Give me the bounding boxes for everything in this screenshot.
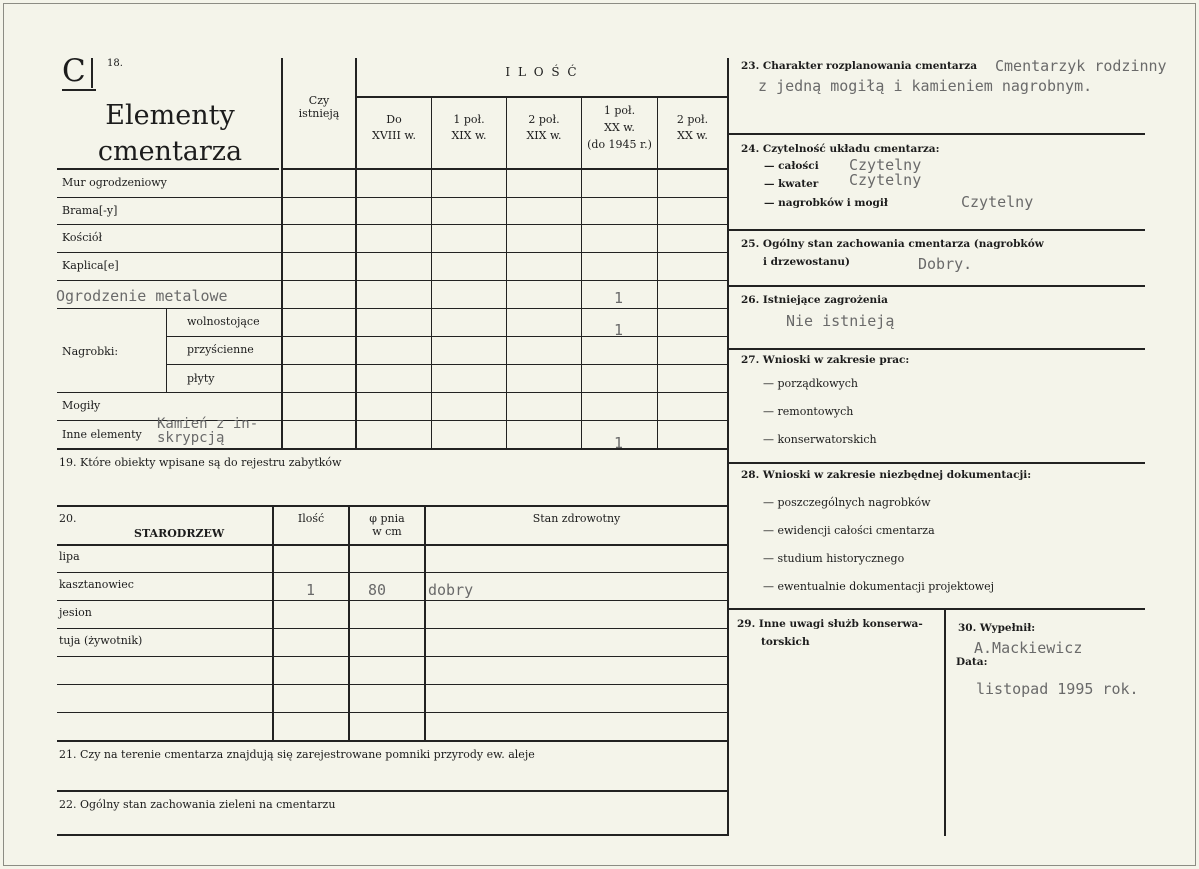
field-20-number: 20. [59, 512, 77, 525]
period-3-l1: 2 poł. [528, 113, 560, 126]
trees-ilosc-header: Ilość [297, 512, 325, 525]
ogrodzenie-count: 1 [614, 289, 624, 307]
period-1-l2: XVIII w. [372, 129, 416, 142]
czy-header-line2: istnieją [298, 107, 340, 120]
field-number-18: 18. [107, 58, 123, 69]
period-2-l2: XIX w. [451, 129, 487, 142]
czy-istnieja-header [283, 94, 355, 120]
field-26-label: 26. Istniejące zagrożenia [741, 294, 888, 306]
period-header-5 [658, 113, 727, 142]
tree-row-kasztanowiec: kasztanowiec [59, 578, 134, 591]
field-25-label-2: i drzewostanu) [763, 256, 851, 268]
inne-handwritten [157, 417, 258, 445]
title-line-2: cmentarza [97, 136, 243, 167]
field-23-value-1: Cmentarzyk rodzinny [995, 57, 1167, 75]
tree-row-lipa: lipa [59, 550, 80, 563]
field-26-value: Nie istnieją [786, 312, 895, 330]
row-nagrobki: Nagrobki: [62, 345, 119, 358]
field-19-label: 19. Które obiekty wpisane są do rejestru zabytków [59, 456, 342, 469]
column-divider [727, 58, 729, 836]
period-5-l1: 2 poł. [676, 113, 709, 126]
kasztanowiec-stan: dobry [428, 581, 474, 599]
f24-calosci-value: Czytelny [849, 156, 922, 174]
f27-konserwatorskich: — konserwatorskich [763, 433, 877, 446]
f24-nagrobkow-value: Czytelny [961, 193, 1034, 211]
trees-stan-header: Stan zdrowotny [532, 512, 621, 525]
inne-count: 1 [614, 434, 624, 452]
field-30-label: 30. Wypełnił: [958, 622, 1036, 634]
field-22-label: 22. Ogólny stan zachowania zieleni na cmentarzu [59, 798, 336, 811]
period-header-2 [432, 113, 506, 142]
row-wolnostojace: wolnostojące [187, 315, 260, 328]
row-kaplica: Kaplica[e] [62, 259, 119, 272]
f27-porzadkowych: — porządkowych [763, 377, 858, 390]
f24-kwater-value: Czytelny [849, 171, 922, 189]
f28-item-2: — ewidencji całości cmentarza [763, 524, 935, 537]
tree-row-tuja: tuja (żywotnik) [59, 634, 143, 647]
f28-item-4: — ewentualnie dokumentacji projektowej [763, 580, 995, 593]
row-plyty: płyty [187, 372, 215, 385]
period-header-1 [357, 113, 431, 142]
f28-item-1: — poszczególnych nagrobków [763, 496, 931, 509]
field-27-label: 27. Wnioski w zakresie prac: [741, 354, 910, 366]
field-29-label-2: torskich [761, 636, 810, 648]
period-header-4 [582, 104, 657, 151]
field-21-label: 21. Czy na terenie cmentarza znajdują się zarejestrowane pomniki przyrody ew. aleje [59, 748, 535, 761]
field-30-date: listopad 1995 rok. [976, 680, 1139, 698]
field-25-label-1: 25. Ogólny stan zachowania cmentarza (nagrobków [741, 238, 1044, 250]
pnia-line2: w cm [372, 525, 402, 538]
period-5-l2: XX w. [677, 129, 708, 142]
czy-header-line1: Czy [308, 94, 330, 107]
inne-hw-line1: Kamień z in- [157, 416, 259, 432]
trees-header: STARODRZEW [134, 527, 225, 540]
section-code: C [62, 53, 86, 89]
row-kosciol: Kościół [62, 231, 103, 244]
field-29-label-1: 29. Inne uwagi służb konserwa- [737, 618, 923, 630]
f28-item-3: — studium historycznego [763, 552, 905, 565]
field-23-value-2: z jedną mogiłą i kamieniem nagrobnym. [758, 77, 1093, 95]
kasztanowiec-pnia: 80 [368, 581, 387, 599]
period-3-l2: XIX w. [526, 129, 562, 142]
field-23-label: 23. Charakter rozplanowania cmentarza [741, 60, 978, 72]
period-4-l2: XX w. [604, 121, 635, 134]
row-mogily: Mogiły [62, 399, 101, 412]
field-30-date-label: Data: [956, 656, 988, 668]
row-inne: Inne elementy [62, 428, 142, 441]
period-4-l3: (do 1945 r.) [587, 138, 652, 151]
tree-row-jesion: jesion [59, 606, 92, 619]
section-title [70, 98, 270, 170]
period-1-l1: Do [386, 113, 402, 126]
period-4-l1: 1 poł. [603, 104, 636, 117]
pnia-line1: φ pnia [369, 512, 405, 525]
period-header-3 [507, 113, 581, 142]
row-ogrodzenie-handwritten: Ogrodzenie metalowe [56, 287, 228, 305]
title-line-1: Elementy [105, 100, 235, 131]
wolnostojace-count: 1 [614, 321, 624, 339]
field-24-label: 24. Czytelność układu cmentarza: [741, 143, 940, 155]
row-brama: Brama[-y] [62, 204, 118, 217]
f24-kwater: — kwater [764, 178, 819, 190]
field-30-name: A.Mackiewicz [974, 639, 1083, 657]
row-mur: Mur ogrodzeniowy [62, 176, 167, 189]
field-25-value: Dobry. [918, 255, 973, 273]
trees-pnia-header [350, 512, 424, 538]
period-2-l1: 1 poł. [453, 113, 485, 126]
field-28-label: 28. Wnioski w zakresie niezbędnej dokumentacji: [741, 469, 1032, 481]
kasztanowiec-ilosc: 1 [306, 581, 316, 599]
row-przyscienne: przyścienne [187, 343, 254, 356]
f24-nagrobkow: — nagrobków i mogił [764, 197, 888, 209]
f27-remontowych: — remontowych [763, 405, 854, 418]
f24-calosci: — całości [764, 160, 819, 172]
inne-hw-line2: skrypcją [157, 430, 225, 446]
ilosc-header: I L O Ś Ć [505, 65, 579, 79]
